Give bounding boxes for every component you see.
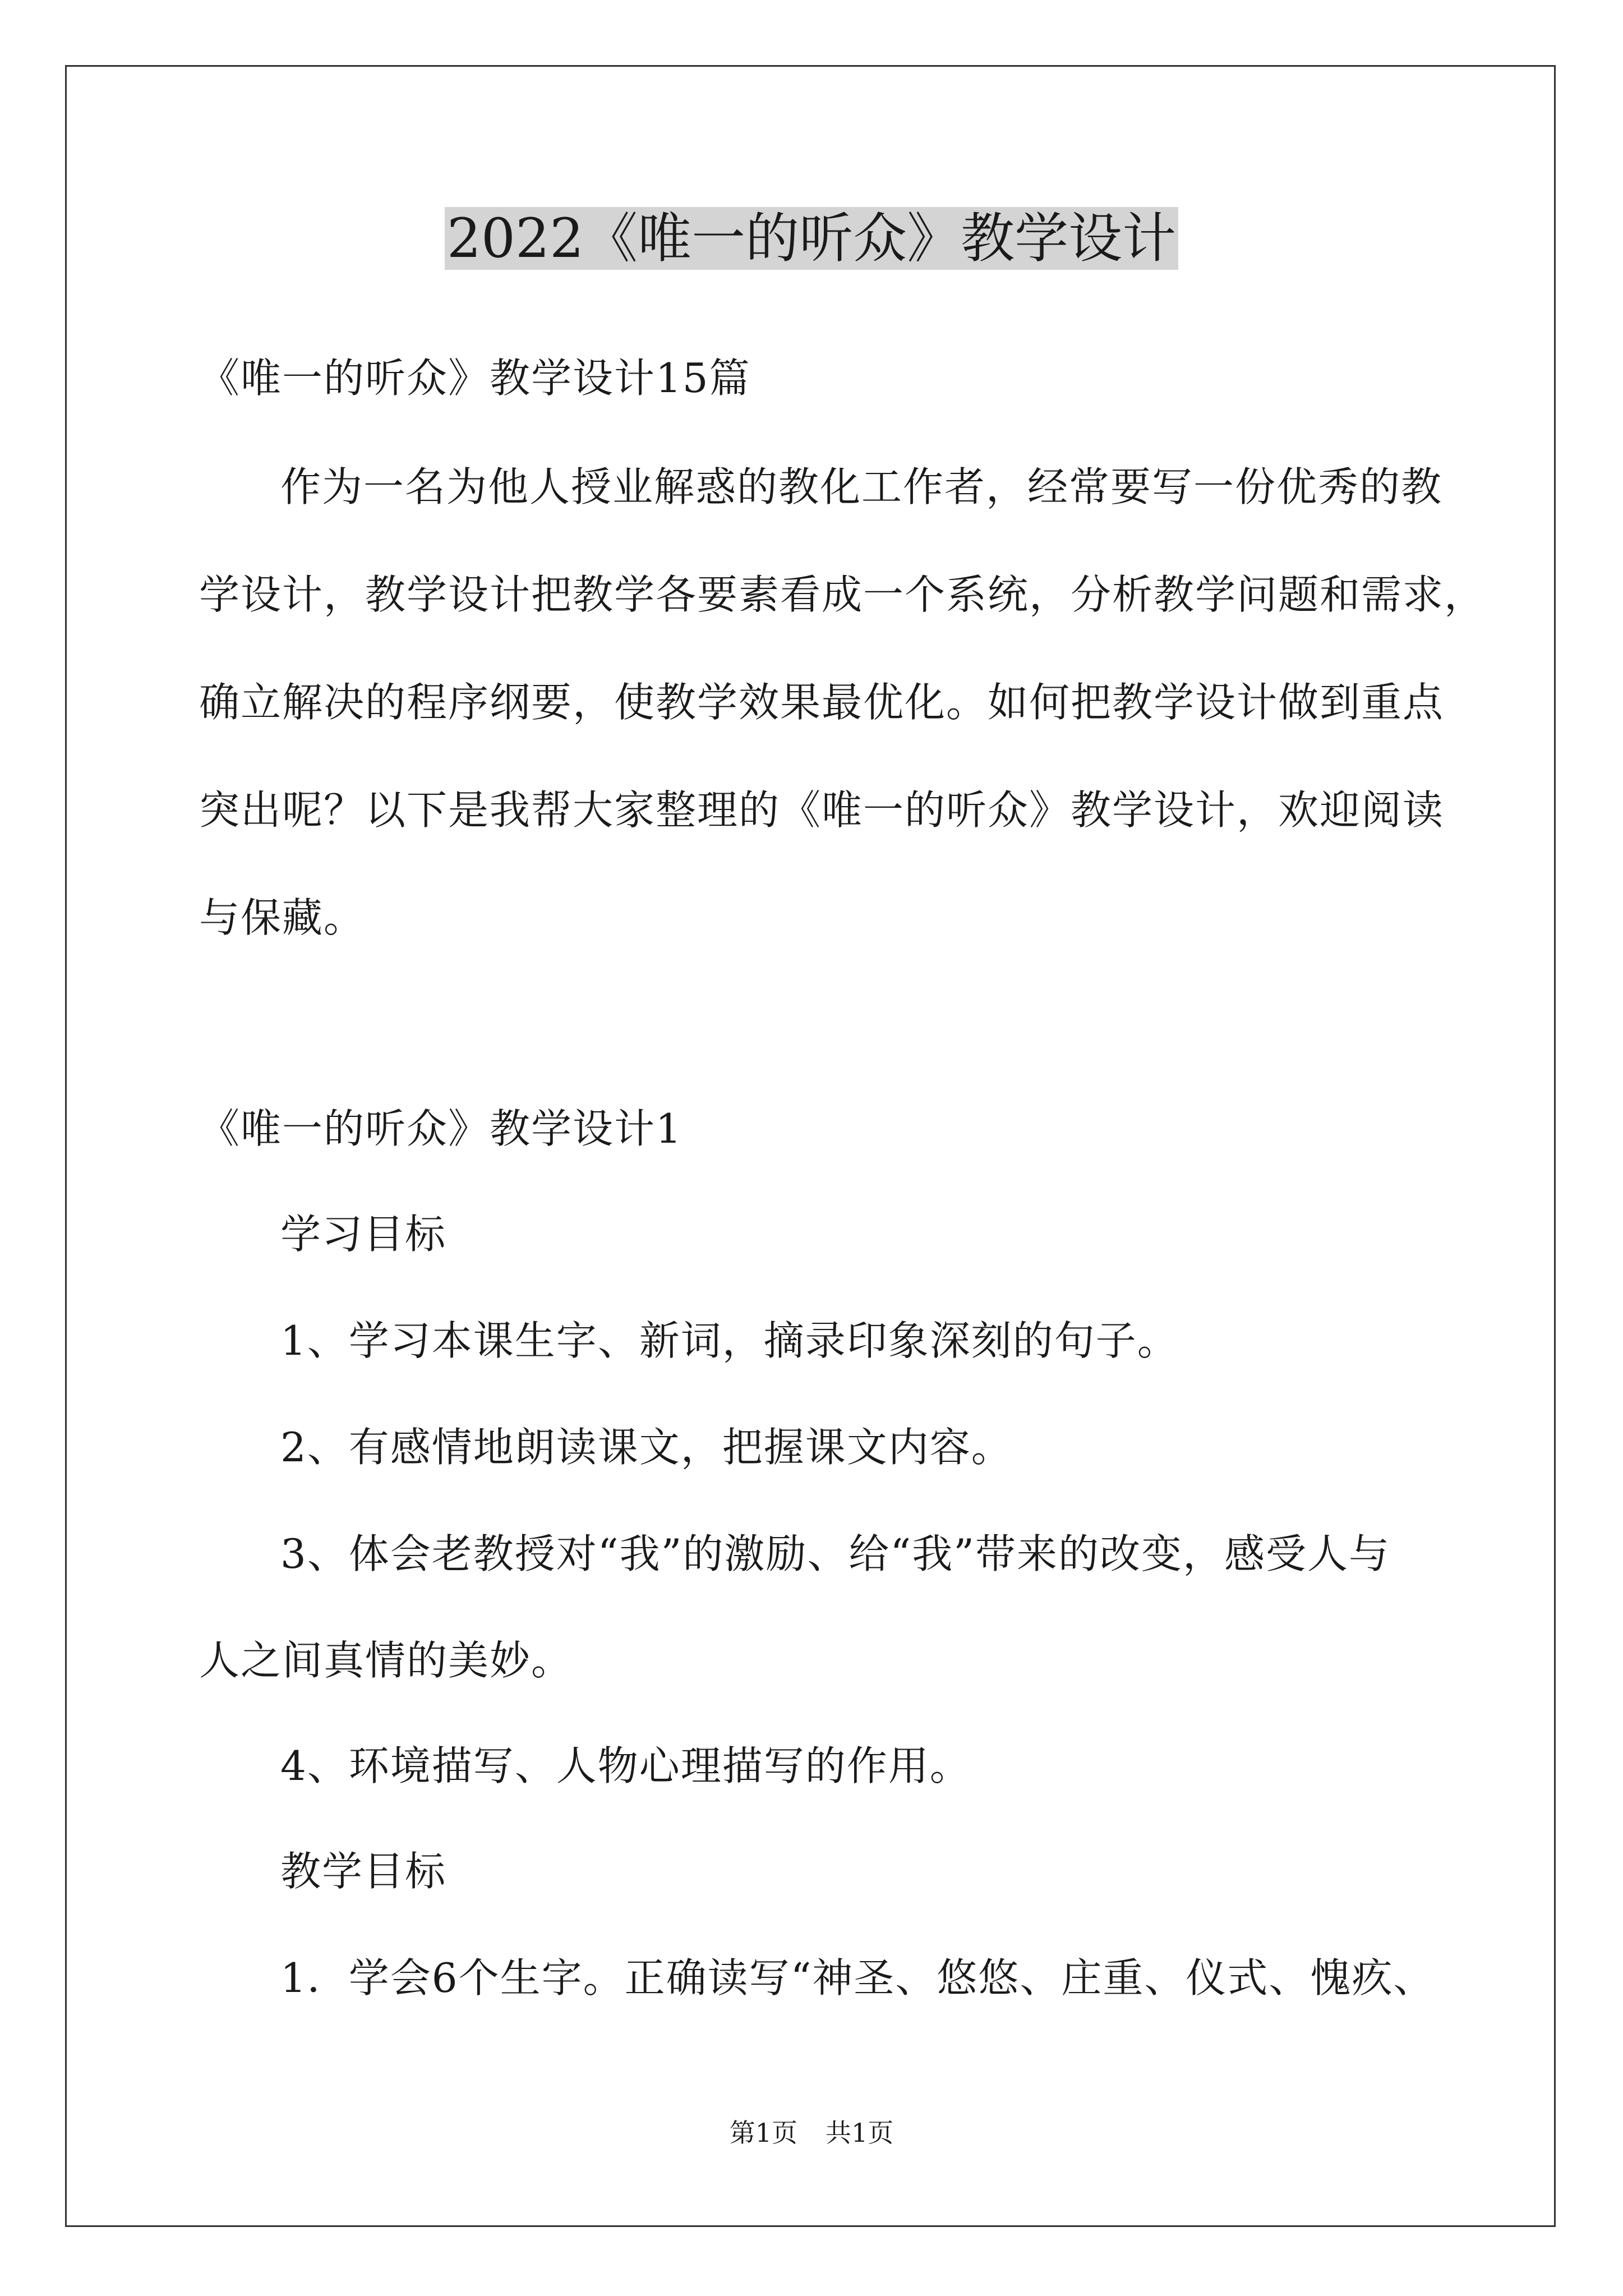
section-heading: 《唯一的听众》教学设计1 bbox=[199, 1105, 683, 1152]
document-title-text: 2022《唯一的听众》教学设计 bbox=[445, 207, 1178, 270]
page-number-current: 第1页 bbox=[729, 2118, 797, 2148]
document-title bbox=[0, 199, 1623, 278]
learning-goal-item: 1、学习本课生字、新词，摘录印象深刻的句子。 bbox=[280, 1317, 1179, 1364]
document-subtitle: 《唯一的听众》教学设计15篇 bbox=[199, 355, 751, 402]
intro-line: 突出呢？以下是我帮大家整理的《唯一的听众》教学设计，欢迎阅读 bbox=[199, 786, 1445, 834]
learning-goals-heading: 学习目标 bbox=[280, 1211, 447, 1258]
teaching-goal-item: 1．学会6个生字。正确读写“神圣、悠悠、庄重、仪式、愧疚、 bbox=[280, 1954, 1435, 2001]
learning-goal-item: 2、有感情地朗读课文，把握课文内容。 bbox=[280, 1424, 1013, 1471]
learning-goal-item: 3、体会老教授对“我”的激励、给“我”带来的改变，感受人与 bbox=[280, 1530, 1391, 1577]
page-number-total: 共1页 bbox=[826, 2118, 894, 2148]
intro-line: 确立解决的程序纲要，使教学效果最优化。如何把教学设计做到重点 bbox=[199, 679, 1445, 726]
learning-goal-item: 人之间真情的美妙。 bbox=[199, 1637, 573, 1684]
page-footer bbox=[0, 2116, 1623, 2150]
intro-line: 与保藏。 bbox=[199, 894, 366, 941]
intro-line: 学设计，教学设计把教学各要素看成一个系统，分析教学问题和需求， bbox=[199, 571, 1486, 618]
learning-goal-item: 4、环境描写、人物心理描写的作用。 bbox=[280, 1742, 971, 1789]
intro-line: 作为一名为他人授业解惑的教化工作者，经常要写一份优秀的教 bbox=[280, 463, 1443, 510]
teaching-goals-heading: 教学目标 bbox=[280, 1848, 447, 1895]
